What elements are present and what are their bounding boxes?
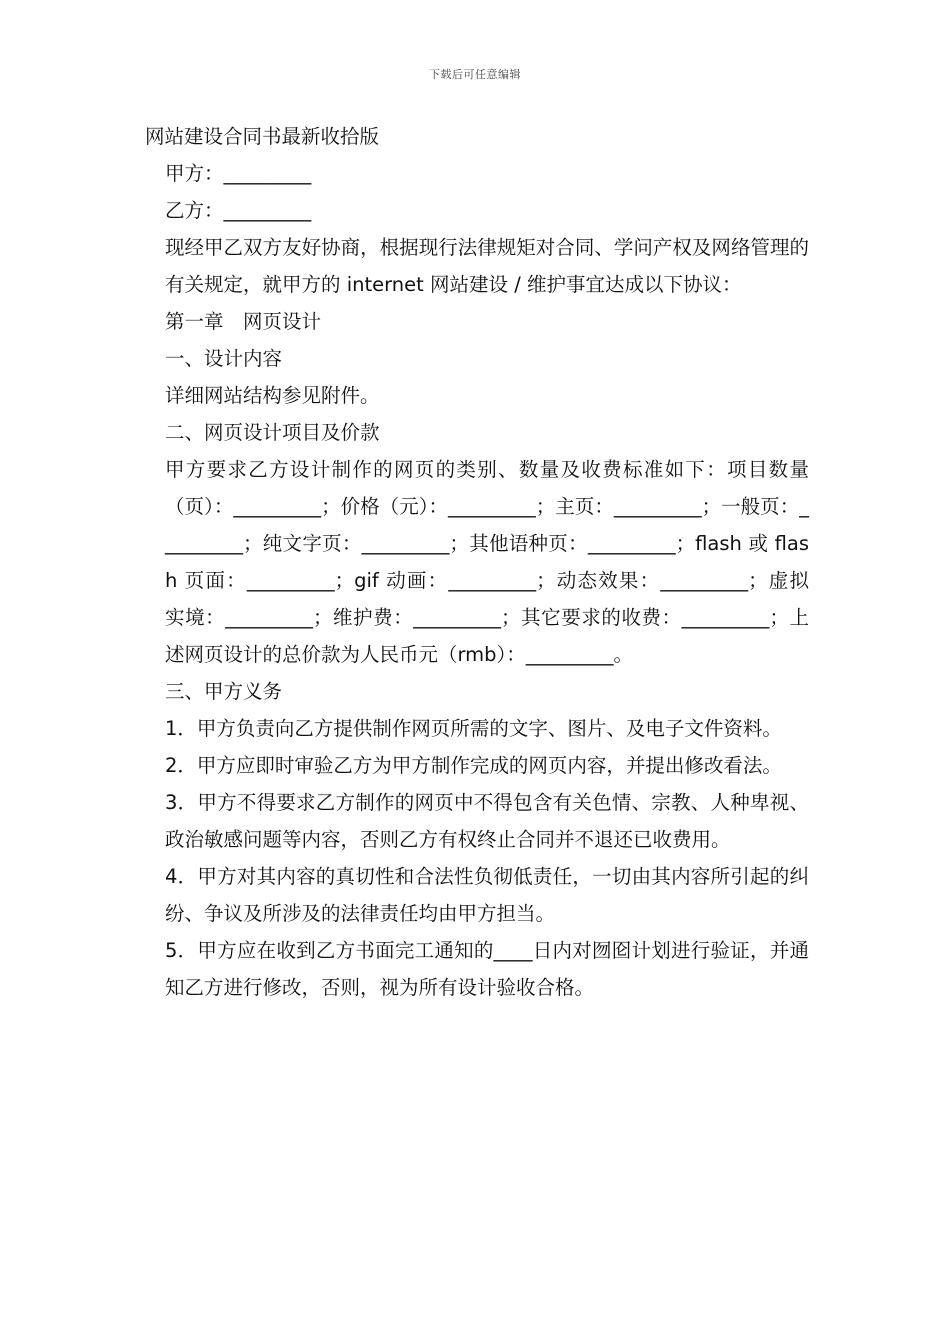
duty-item-5: 5．甲方应在收到乙方书面完工通知的____日内对囫囵计划进行验证，并通知乙方进行修改，否则，视为所有设计验收合格。: [165, 939, 809, 999]
intro-paragraph: 现经甲乙双方友好协商，根据现行法律规矩对合同、学问产权及网络管理的有关规定，就甲方的 internet 网站建设 / 维护事宜达成以下协议：: [165, 236, 809, 296]
section-heading-party-a-duties: 三、甲方义务: [165, 680, 283, 703]
header-note: 下载后可任意编辑: [429, 68, 521, 81]
document-title: 网站建设合同书最新收拾版: [145, 125, 380, 148]
duty-item-4: 4．甲方对其内容的真切性和合法性负彻低责任，一切由其内容所引起的纠纷、争议及所涉及的法律责任均由甲方担当。: [165, 865, 809, 925]
section-heading-items-price: 二、网页设计项目及价款: [165, 421, 380, 444]
duty-item-1: 1．甲方负责向乙方提供制作网页所需的文字、图片、及电子文件资料。: [165, 717, 782, 740]
document-body: [145, 118, 809, 1006]
party-b-line: 乙方：_________: [165, 199, 312, 222]
design-content-paragraph: 详细网站结构参见附件。: [165, 384, 380, 407]
chapter-heading: 第一章 网页设计: [165, 310, 322, 333]
duty-item-2: 2．甲方应即时审验乙方为甲方制作完成的网页内容，并提出修改看法。: [165, 754, 782, 777]
items-price-paragraph: 甲方要求乙方设计制作的网页的类别、数量及收费标准如下：项目数量（页）：_________；价格（元）：_________；主页：_________；一般页：_________；纯文字页：_________；其他语种页：_________；flash 或 flash 页面：_________；gif 动画：_________；动态效果：_________；虚拟实境：_________；维护费：_________；其它要求的收费：_________；上述网页设计的总价款为人民币元（rmb）：_________。: [165, 458, 809, 666]
section-heading-design-content: 一、设计内容: [165, 347, 283, 370]
duty-item-3: 3．甲方不得要求乙方制作的网页中不得包含有关色情、宗教、人种卑视、政治敏感问题等内容，否则乙方有权终止合同并不退还已收费用。: [165, 791, 809, 851]
party-a-line: 甲方：_________: [165, 162, 312, 185]
